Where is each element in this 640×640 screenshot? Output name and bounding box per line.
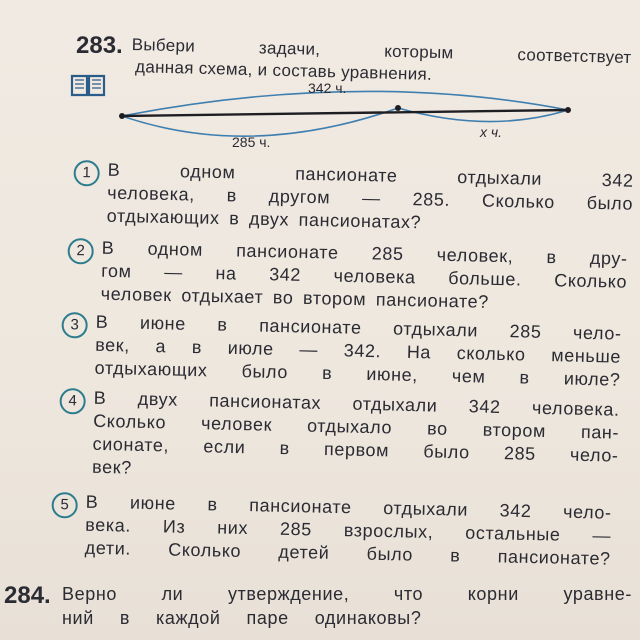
word: века. [85,514,132,536]
word: гом [101,260,132,282]
word: во [426,418,448,439]
word: пансионатах [208,390,322,413]
word: июле? [563,368,621,390]
word: В [85,491,99,512]
word: 285. [412,189,451,210]
word: 285 [503,443,537,464]
word: человека. [531,397,620,420]
word: Сколько [481,190,556,213]
word: в [546,247,557,268]
word: сколько [456,342,526,365]
word: пансионате [294,163,398,186]
problem-4 [58,386,620,491]
word: отдыхающих [94,357,208,381]
problem-2 [67,236,628,317]
problem-number-badge: 3 [61,312,88,339]
word: июне [139,312,187,334]
word: отдыхающих в двух пансионатах? [106,205,422,233]
word: На [406,341,432,363]
word: в [279,438,290,459]
word: ний [62,608,94,628]
word: В [95,311,109,333]
word: взрослых, [343,520,434,542]
word: пансионате [249,495,352,518]
problem-text [92,387,620,491]
word: детей [278,541,330,563]
word: было [586,192,634,214]
word: было [366,543,414,565]
word: утверждение, [227,584,350,604]
word: июле [227,337,274,359]
problem-5 [51,490,612,571]
word: В [101,237,115,258]
word: которым [384,41,454,63]
problem-text [85,491,612,571]
task-284-text [62,582,632,630]
word: отдыхали [392,318,479,341]
problem-text [101,237,628,317]
word: 342 [268,264,302,285]
word: было [423,441,470,463]
word: меньше [551,345,622,367]
task-284-line-1 [62,582,632,606]
segment-line [122,110,568,116]
word: одинаковы? [314,608,422,628]
word: — [164,262,184,283]
word: 285 [279,518,313,540]
task-number-284: 284. [4,582,51,609]
word: другом [268,186,331,208]
word: первом [323,439,390,461]
word: в [207,494,218,515]
word: — [299,339,319,360]
word: — [361,188,381,209]
word: чело- [562,501,612,523]
word: сионате, [92,433,170,456]
word: пан- [580,421,620,443]
word: втором [482,419,547,442]
word: человек отдыхает во втором пансионате? [100,283,490,312]
word: июне [129,492,177,514]
word: Сколько [168,539,242,561]
word: 342 [468,396,501,418]
word: Верно [62,584,117,604]
word: в [226,185,238,206]
word: 285 [371,243,404,265]
instruction-line-2: данная схема, и составь уравнения. [134,57,433,84]
word: отдыхали [352,393,438,416]
segment-middle-point [395,105,401,111]
word: что [393,584,424,604]
word: в [519,367,530,388]
word: 342 [601,170,634,191]
word: отдыхали [457,167,543,189]
task-number: 283. [76,32,123,59]
word: чело- [569,444,619,466]
word: в [450,545,461,566]
problem-text [94,311,621,392]
word: век, [94,334,131,356]
word: задачи, [258,38,321,59]
word: отдыхали [382,497,469,520]
word: чем [451,365,486,387]
problem-text [107,159,634,239]
word: ли [161,584,184,604]
word: одном [147,238,204,260]
word: больше. [447,267,522,290]
word: человека, [107,182,196,205]
word: паре [246,608,289,628]
word: Выбери [131,34,196,56]
segment-start-point [119,113,125,119]
word: пансионате? [497,546,611,569]
problem-number-badge: 2 [67,238,94,265]
word: корни [467,584,519,604]
word: в [119,608,131,628]
problem-number-badge: 1 [73,160,100,187]
word: отдыхало [306,415,393,438]
word: пансионате [235,240,339,263]
word: а [155,336,167,357]
word: в [217,314,228,335]
problem-number-badge: 5 [51,492,78,519]
word: человек [200,413,273,435]
word: 342 [499,500,532,522]
word: Сколько [554,270,628,292]
word: Сколько [92,410,167,433]
unknown-part-label: x ч. [480,124,503,140]
word: уравне- [563,584,632,604]
word: в [191,336,203,358]
word: если [203,436,246,458]
word: 285 [509,321,542,342]
problem-number-badge: 4 [59,388,86,415]
word: дети. [84,537,132,559]
problem-1 [73,158,634,239]
word: остальные [465,522,561,545]
segment-diagram [100,76,600,156]
word: В [93,387,107,409]
word: каждой [156,608,221,628]
diagram-svg [100,76,600,156]
word: 342. [343,340,382,362]
total-label: 342 ч. [308,80,347,96]
problem-3 [60,310,621,392]
word: одном [179,161,236,183]
word: в [321,362,333,384]
word: пансионате [258,315,362,338]
task-284-line-2 [62,606,632,630]
word: июне, [366,363,419,386]
word: Из [162,516,186,537]
word: человека [333,265,416,288]
known-part-label: 285 ч. [232,134,271,150]
segment-end-point [565,107,571,113]
word: на [215,263,237,284]
word: В [107,159,121,180]
word: двух [137,388,179,410]
word: них [217,517,249,539]
word: соответствует [517,45,632,68]
word: чело- [572,322,622,344]
word: век? [91,456,133,478]
word: человек, [436,244,514,267]
word: дру- [589,247,628,269]
word: — [592,525,612,546]
word: было [241,361,289,383]
